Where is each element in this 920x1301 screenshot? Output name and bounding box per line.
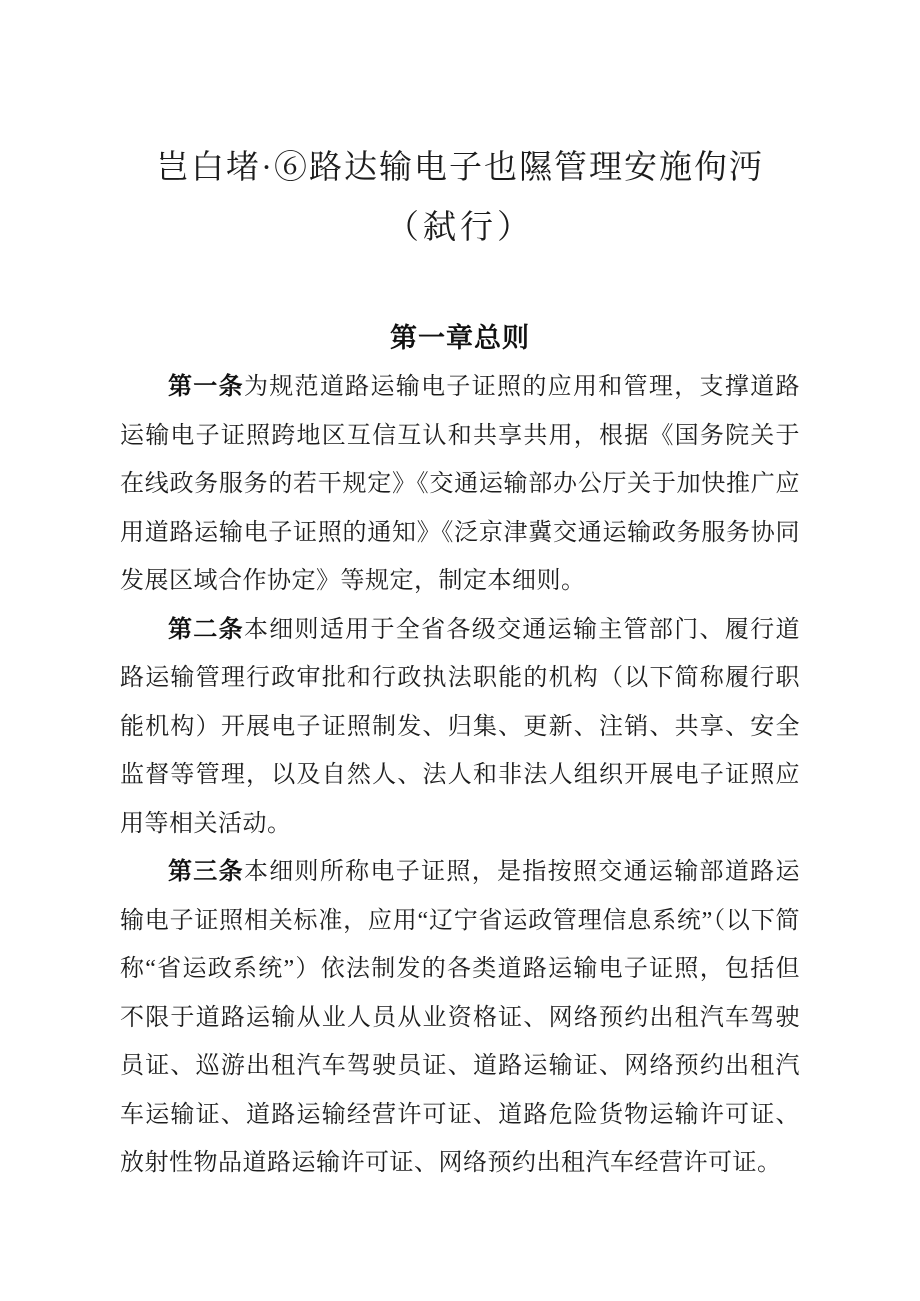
document-subtitle: （弑行）	[386, 210, 534, 246]
article-3-text: 本细则所称电子证照，是指按照交通运输部道路运输电子证照相关标准，应用“辽宁省运政管理信息系统”（以下简称“省运政系统”）依法制发的各类道路运输电子证照，包括但不限于道路运输从业人员从业资格证、网络预约出租汽车驾驶员证、巡游出租汽车驾驶员证、道路运输证、网络预约出租汽车运输证、道路运输经营许可证、道路危险货物运输许可证、放射性物品道路运输许可证、网络预约出租汽车经营许可证。	[120, 859, 800, 1176]
article-paragraph-3	[120, 848, 800, 1188]
article-1-text: 为规范道路运输电子证照的应用和管理，支撑道路运输电子证照跨地区互信互认和共享共用，根据《国务院关于在线政务服务的若干规定》《交通运输部办公厅关于加快推广应用道路运输电子证照的通知》《泛京津冀交通运输政务服务协同发展区域合作协定》等规定，制定本细则。	[120, 374, 800, 594]
document-body	[120, 363, 800, 1188]
article-paragraph-2	[120, 606, 800, 849]
article-3-lead: 第三条	[168, 858, 244, 885]
chapter-heading: 第一章总则	[390, 323, 530, 353]
article-2-text: 本细则适用于全省各级交通运输主管部门、履行道路运输管理行政审批和行政执法职能的机构（以下简称履行职能机构）开展电子证照制发、归集、更新、注销、共享、安全监督等管理，以及自然人、法人和非法人组织开展电子证照应用等相关活动。	[120, 616, 800, 837]
article-paragraph-1	[120, 363, 800, 606]
article-1-lead: 第一条	[168, 373, 244, 400]
document-content	[120, 138, 800, 1188]
document-title: 岂白堵·⑥路达输电子也隰管理安施佝沔	[156, 150, 764, 186]
article-2-lead: 第二条	[168, 615, 244, 643]
